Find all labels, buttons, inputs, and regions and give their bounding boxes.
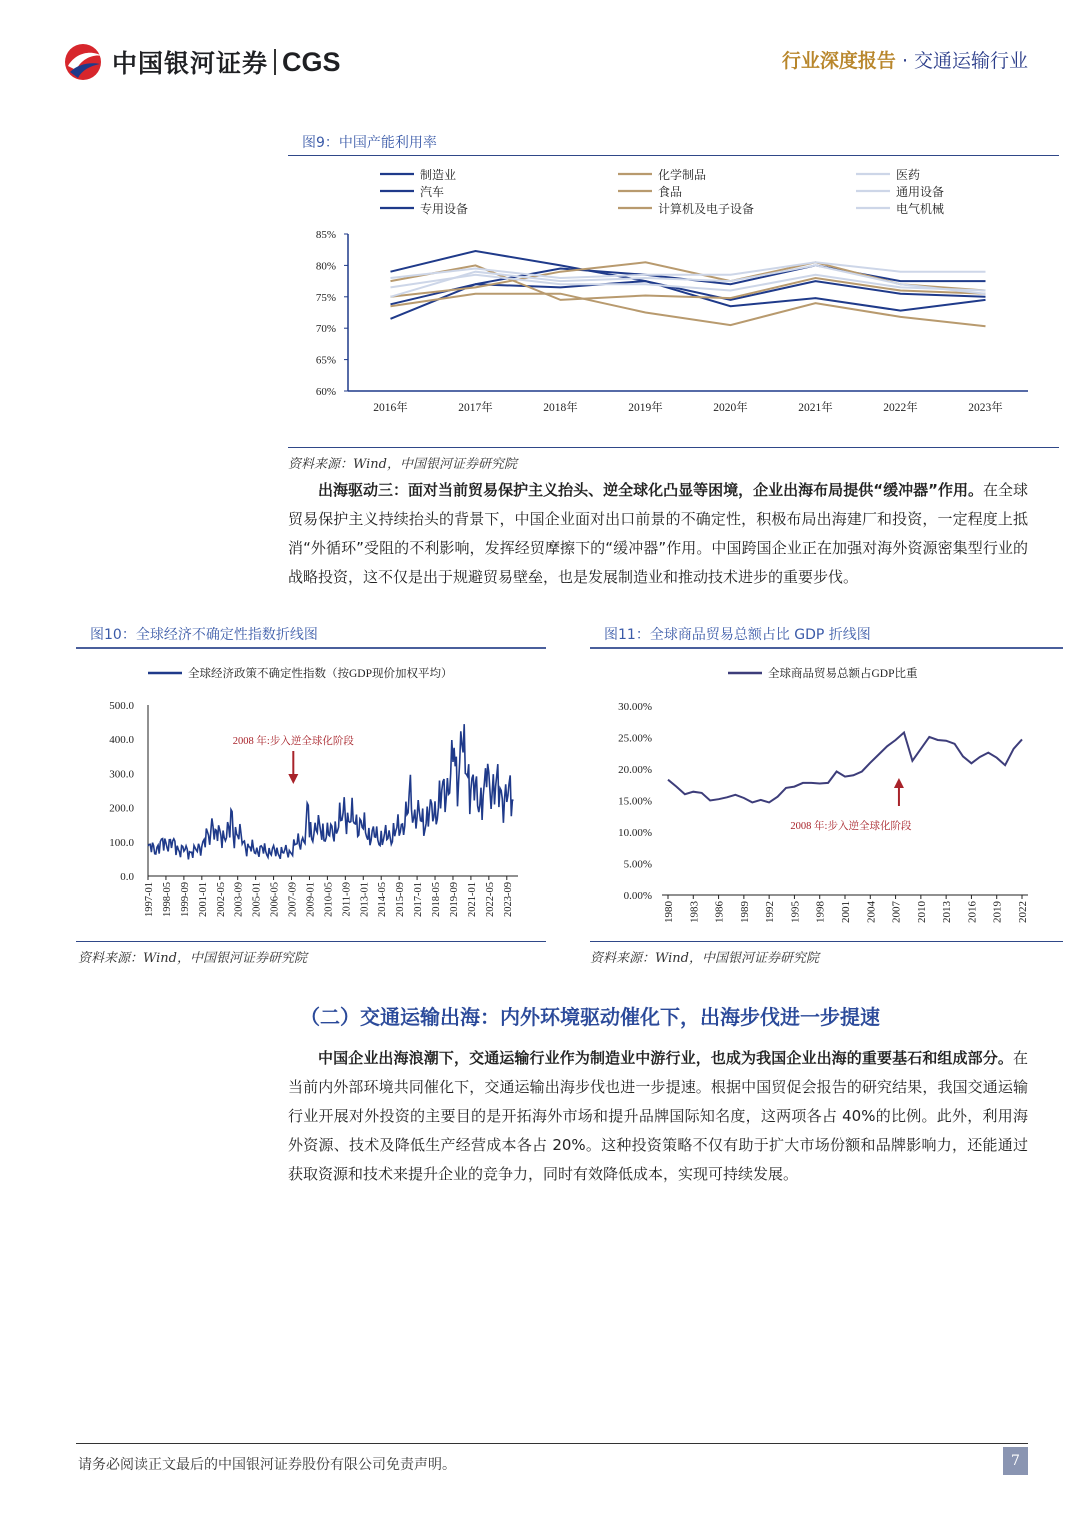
legend-label: 全球经济政策不确定性指数（按GDP现价加权平均） [188,668,453,680]
x-tick-label: 2018-05 [431,882,443,917]
y-tick-label: 25.00% [618,732,652,745]
figure11-chart [590,650,1063,940]
paragraph1-body: 在全球贸易保护主义持续抬头的背景下，中国企业面对出口前景的不确定性，积极布局出海建厂和投资，一定程度上抵消“外循环”受阻的不利影响，发挥经贸摩擦下的“缓冲器”作用。中国跨国企业正在加强对海外资源密集型行业的战略投资，这不仅是出于规避贸易壁垒，也是发展制造业和推动技术进步的重要步伐。 [288,481,1028,586]
x-tick-label: 2010-05 [323,882,335,917]
x-tick-label: 1980 [663,901,675,923]
y-tick-label: 60% [315,386,336,398]
x-tick-label: 2023年 [968,402,1003,414]
x-tick-label: 1999-09 [179,882,191,917]
y-tick-label: 100.0 [109,836,134,849]
y-tick-label: 15.00% [618,795,652,808]
cgs-logo-icon [60,42,106,82]
header-separator: · [901,50,908,72]
legend-label: 全球商品贸易总额占GDP比重 [768,668,918,680]
paragraph-transport-overseas [288,1044,1028,1189]
x-tick-label: 2001-01 [197,882,209,917]
y-tick-label: 200.0 [109,802,134,815]
figure9-top-rule [288,155,1059,156]
x-tick-label: 1998 [814,901,827,923]
footer-disclaimer: 请务必阅读正文最后的中国银河证券股份有限公司免责声明。 [78,1457,456,1473]
y-tick-label: 70% [315,323,336,336]
paragraph-export-driver-3 [288,476,1028,592]
figure9-title: 图9：中国产能利用率 [302,135,437,151]
annotation-label: 2008 年:步入逆全球化阶段 [790,821,912,832]
legend-label-2: 专用设备 [420,202,469,216]
figure9-chart [288,158,1059,446]
x-tick-label: 2002-05 [215,882,227,917]
y-tick-label: 75% [315,291,336,304]
y-tick-label: 400.0 [109,734,134,747]
report-type: 行业深度报告 [781,50,896,72]
x-tick-label: 1989 [738,901,751,923]
x-tick-label: 1998-05 [161,882,173,917]
x-tick-label: 2013-01 [359,882,371,917]
paragraph2-body: 在当前内外部环境共同催化下，交通运输出海步伐也进一步提速。根据中国贸促会报告的研究结果，我国交通运输行业开展对外投资的主要目的是开拓海外市场和提升品牌国际知名度，这两项各占 40%的比例。此外，利用海外资源、技术及降低生产经营成本各占 20%。这种投资策略不仅有助于扩大市场份额和品牌影响力，还能通过获取资源和技术来提升企业的竞争力，同时有效降低成本，实现可持续发展。 [288,1049,1028,1183]
paragraph2-lead: 中国企业出海浪潮下，交通运输行业作为制造业中游行业，也成为我国企业出海的重要基石和组成部分。 [318,1049,1013,1067]
y-tick-label: 300.0 [109,768,134,781]
y-tick-label: 500.0 [109,700,134,712]
x-tick-label: 2016 [966,901,979,923]
legend-label-8: 电气机械 [896,202,945,216]
x-tick-label: 2003-09 [233,882,245,917]
x-tick-label: 1992 [764,901,777,923]
x-tick-label: 2013 [941,901,954,923]
x-tick-label: 2019 [991,901,1004,923]
x-tick-label: 2011-09 [341,882,353,917]
figure11-source: 资料来源：Wind，中国银河证券研究院 [590,951,819,966]
legend-label-6: 医药 [896,168,921,182]
series-line [668,733,1022,803]
x-tick-label: 2015-09 [395,882,407,917]
y-tick-label: 20.00% [618,764,652,776]
figure11-bottom-rule [590,941,1063,942]
y-tick-label: 65% [315,354,336,367]
report-header-label [782,46,1028,73]
legend-label-3: 化学制品 [658,168,707,182]
x-tick-label: 2017-01 [413,882,425,917]
y-tick-label: 10.00% [618,827,652,839]
y-tick-label: 0.0 [120,871,134,883]
legend-label-1: 汽车 [420,185,445,199]
y-tick-label: 30.00% [618,701,652,713]
x-tick-label: 2022年 [883,402,918,414]
figure9-bottom-rule [288,447,1059,448]
x-tick-label: 1986 [713,901,726,923]
figure11-top-rule [590,647,1063,649]
x-tick-label: 2023-09 [502,882,514,917]
x-tick-label: 2006-05 [269,882,281,917]
x-tick-label: 2007-09 [287,882,299,917]
y-tick-label: 85% [315,229,336,241]
page-number: 7 [1003,1447,1028,1475]
x-tick-label: 1983 [688,901,701,923]
x-tick-label: 2019-09 [448,882,460,917]
y-tick-label: 5.00% [623,858,652,871]
x-tick-label: 2018年 [543,402,578,414]
x-tick-label: 2004 [865,901,878,923]
brand-logo [60,40,341,84]
y-tick-label: 0.00% [623,890,652,902]
logo-divider [274,49,276,75]
x-tick-label: 2022-05 [484,882,496,917]
legend-label-5: 计算机及电子设备 [658,202,755,216]
legend-label-4: 食品 [658,185,683,199]
paragraph1-lead: 出海驱动三：面对当前贸易保护主义抬头、逆全球化凸显等困境，企业出海布局提供“缓冲器”作用。 [318,481,983,499]
figure11-title: 图11：全球商品贸易总额占比 GDP 折线图 [604,627,871,643]
x-tick-label: 2020年 [713,402,748,414]
logo-english-name: CGS [282,46,341,77]
figure10-title: 图10：全球经济不确定性指数折线图 [90,627,318,643]
logo-chinese-name: 中国银河证券 [112,49,269,78]
x-tick-label: 2009-01 [305,882,317,917]
x-tick-label: 2001 [840,901,852,923]
figure10-top-rule [76,647,546,649]
legend-label-7: 通用设备 [896,185,945,199]
x-tick-label: 2014-05 [377,882,389,917]
x-tick-label: 2010 [915,901,928,923]
x-tick-label: 2021年 [798,402,833,414]
annotation-arrow-head [288,774,298,784]
annotation-label: 2008 年:步入逆全球化阶段 [232,736,354,747]
figure9-source: 资料来源：Wind，中国银河证券研究院 [288,457,517,472]
x-tick-label: 2005-01 [251,882,263,917]
footer-rule [76,1443,1028,1444]
figure10-bottom-rule [76,941,546,942]
x-tick-label: 2022 [1017,901,1029,923]
x-tick-label: 2019年 [628,402,663,414]
x-tick-label: 2021-01 [466,882,478,917]
industry-name: 交通运输行业 [913,50,1028,72]
x-tick-label: 2016年 [373,402,408,414]
x-tick-label: 2007 [890,901,903,923]
section-heading: （二）交通运输出海：内外环境驱动催化下，出海步伐进一步提速 [300,1005,880,1029]
legend-label-0: 制造业 [420,168,457,182]
x-tick-label: 1997-01 [144,882,155,917]
x-tick-label: 1995 [789,901,802,923]
x-tick-label: 2017年 [458,402,493,414]
y-tick-label: 80% [315,260,336,273]
figure10-source: 资料来源：Wind，中国银河证券研究院 [78,951,307,966]
figure10-chart [76,650,546,940]
